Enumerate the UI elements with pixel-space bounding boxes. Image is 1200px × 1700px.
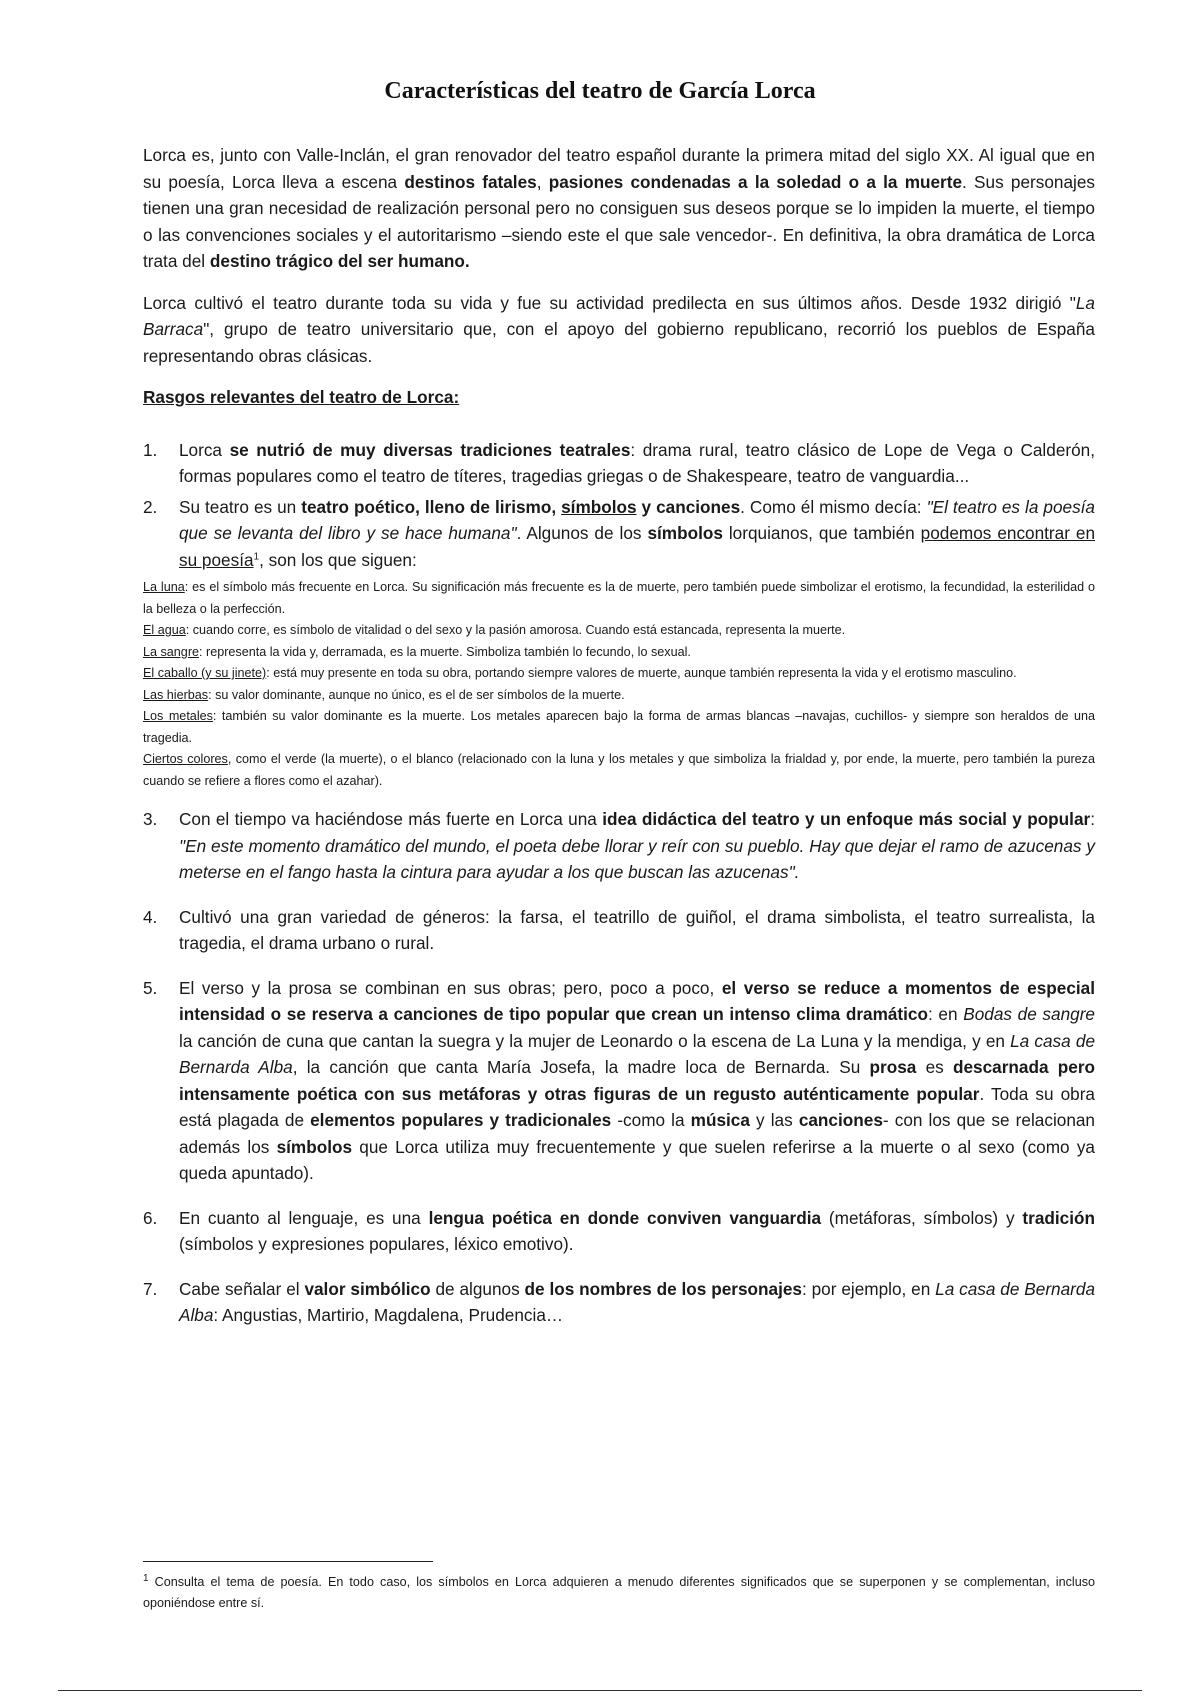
symbol-entry: Ciertos colores, como el verde (la muerte), o el blanco (relacionado con la luna y los metales y que simboliza la frialdad y, por ende, la muerte, pero también la pureza cuando se refiere a flores como el azahar). [143, 752, 1095, 788]
page-title: Características del teatro de García Lorca [384, 78, 816, 104]
traits-list-continued [143, 806, 1095, 1329]
symbol-entry: La luna: es el símbolo más frecuente en Lorca. Su significación más frecuente es la de muerte, pero también puede simbolizar el erotismo, la fecundidad, la esterilidad o la belleza o la perfección. [143, 580, 1095, 616]
traits-list [143, 437, 1095, 574]
page-bottom-divider [58, 1690, 1142, 1691]
symbol-entry: Las hierbas: su valor dominante, aunque no único, es el de ser símbolos de la muerte. [143, 687, 625, 702]
list-item-1: 1. Lorca se nutrió de muy diversas tradiciones teatrales: drama rural, teatro clásico de Lope de Vega o Calderón, formas populares como el teatro de títeres, tragedias griegas o de Shakespeare, teatro de vanguardia... [143, 439, 1095, 486]
list-item-7: 7. Cabe señalar el valor simbólico de algunos de los nombres de los personajes: por ejemplo, en La casa de Bernarda Alba: Angustias, Martirio, Magdalena, Prudencia… [143, 1278, 1095, 1325]
symbols-list [143, 577, 1095, 792]
symbol-entry: El caballo (y su jinete): está muy presente en toda su obra, portando siempre valores de muerte, aunque también representa la vida y el erotismo masculino. [143, 666, 1017, 680]
list-item-2: 2. Su teatro es un teatro poético, lleno de lirismo, símbolos y canciones. Como él mismo decía: "El teatro es la poesía que se levanta del libro y se hace humana". Algunos de los símbolos lorquianos, que también podemos encontrar en su poesía$^1$, son los que siguen: [143, 496, 1096, 570]
barraca-paragraph: Lorca cultivó el teatro durante toda su vida y fue su actividad predilecta en sus últimos años. Desde 1932 dirigió "La Barraca", grupo de teatro universitario que, con el apoyo del gobierno republicano, recorrió los pueblos de España representando obras clásicas. [143, 292, 1095, 366]
document-body [143, 142, 1095, 1347]
intro-paragraph: Lorca es, junto con Valle-Inclán, el gran renovador del teatro español durante la primera mitad del siglo XX. Al igual que en su poesía, Lorca lleva a escena destinos fatales, pasiones condenadas a la soledad o a la muerte. Sus personajes tienen una gran necesidad de realización personal pero no consiguen sus deseos porque se lo impiden la muerte, el tiempo o las convenciones sociales y el autoritarismo –siendo este el que sale vencedor-. En definitiva, la obra dramática de Lorca trata del destino trágico del ser humano. [143, 145, 1095, 271]
footnote-divider [143, 1561, 433, 1562]
symbol-entry: El agua: cuando corre, es símbolo de vitalidad o del sexo y la pasión amorosa. Cuando está estancada, representa la muerte. [143, 623, 846, 637]
symbol-entry: Los metales: también su valor dominante es la muerte. Los metales aparecen bajo la forma de armas blancas –navajas, cuchillos- y siempre son heraldos de una tragedia. [143, 709, 1096, 745]
list-item-6: 6. En cuanto al lenguaje, es una lengua poética en donde conviven vanguardia (metáforas, símbolos) y tradición (símbolos y expresiones populares, léxico emotivo). [143, 1207, 1095, 1254]
section-heading: Rasgos relevantes del teatro de Lorca: [143, 387, 460, 407]
symbol-entry: La sangre: representa la vida y, derramada, es la muerte. Simboliza también lo fecundo, lo sexual. [143, 644, 691, 659]
list-item-4: 4. Cultivó una gran variedad de géneros: la farsa, el teatrillo de guiñol, el drama simbolista, el teatro surrealista, la tragedia, el drama urbano o rural. [143, 906, 1095, 953]
list-item-5: 5. El verso y la prosa se combinan en sus obras; pero, poco a poco, el verso se reduce a momentos de especial intensidad o se reserva a canciones de tipo popular que crean un intenso clima dramático: en Bodas de sangre la canción de cuna que cantan la suegra y la mujer de Leonardo o la escena de La Luna y la mendiga, y en La casa de Bernarda Alba, la canción que canta María Josefa, la madre loca de Bernarda. Su prosa es descarnada pero intensamente poética con sus metáforas y otras figuras de un regusto auténticamente popular. Toda su obra está plagada de elementos populares y tradicionales -como la música y las canciones- con los que se relacionan además los símbolos que Lorca utiliza muy frecuentemente y que suelen referirse a la muerte o al sexo (como ya queda apuntado). [143, 977, 1096, 1183]
list-item-3: 3. Con el tiempo va haciéndose más fuerte en Lorca una idea didáctica del teatro y un enfoque más social y popular: "En este momento dramático del mundo, el poeta debe llorar y reír con su pueblo. Hay que dejar el ramo de azucenas y meterse en el fango hasta la cintura para ayudar a los que buscan las azucenas". [143, 809, 1095, 882]
footnote: $^1$ Consulta el tema de poesía. En todo caso, los símbolos en Lorca adquieren a menudo diferentes significados que se superponen y se complementan, incluso oponiéndose entre sí. [143, 1572, 1095, 1610]
footnote-ref[interactable]: 1 [253, 550, 260, 562]
